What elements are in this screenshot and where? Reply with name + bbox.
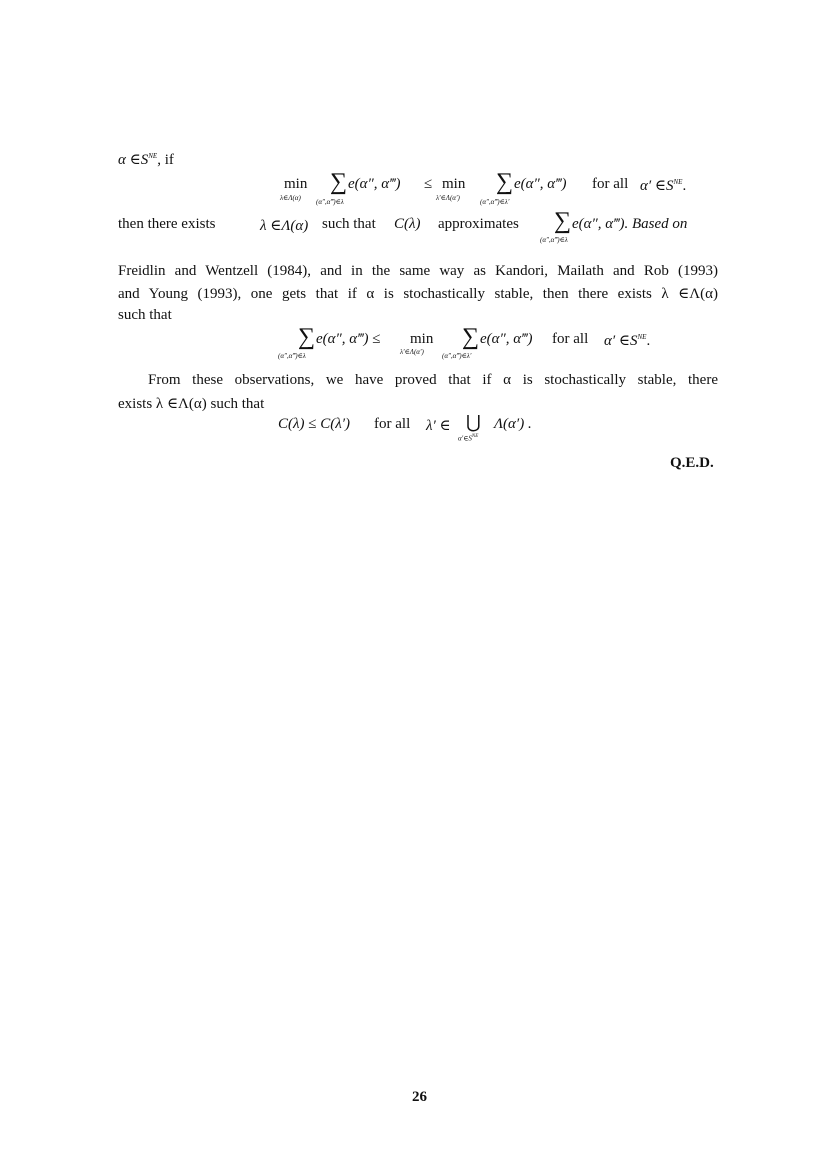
eq2-min-sub: λ′∈Λ(α′) — [400, 348, 424, 356]
eq1-left-min-sub: λ∈Λ(α) — [280, 194, 301, 202]
eq3-union-sub — [458, 434, 478, 442]
eq1-right-min: min — [442, 176, 466, 192]
opening-condition — [118, 150, 174, 169]
eq2-sum-sub: (α″,α‴)∈λ — [278, 352, 306, 360]
line2-term: e(α″, α‴). Based on — [572, 216, 688, 232]
eq3-union-sub-text: α′∈S — [458, 434, 472, 443]
eq2-right-term: e(α″, α‴) — [480, 331, 533, 347]
line2-c-lambda: C(λ) — [394, 216, 421, 232]
line2-approximates: approximates — [438, 216, 519, 232]
eq1-sum-term: e(α″, α‴) — [348, 176, 401, 192]
eq1-right-sum-sub: (α″,α‴)∈λ′ — [480, 198, 510, 206]
line2-sum-sub: (α″,α‴)∈λ — [540, 236, 568, 244]
eq3-rhs-a: λ′ ∈ — [426, 418, 451, 434]
eq1-right-sum-symbol: ∑ — [496, 169, 514, 195]
eq2-right-sum-symbol: ∑ — [462, 324, 480, 350]
eq2-min: min — [410, 331, 434, 347]
para1-line-3: such that — [118, 307, 172, 323]
eq1-sum-sub: (α″,α‴)∈λ — [316, 198, 344, 206]
para2-line-1: From these observations, we have proved that if α is stochastically stable, there — [148, 372, 718, 388]
para1-line-1: Freidlin and Wentzell (1984), and in the same way as Kandori, Mailath and Rob (1993) — [118, 263, 718, 279]
para2-line-2: exists λ ∈Λ(α) such that — [118, 396, 265, 412]
line2-such-that: such that — [322, 216, 376, 232]
eq2-right-sum-sub: (α″,α‴)∈λ′ — [442, 352, 472, 360]
eq1-cond-text: α′ ∈S — [640, 178, 674, 194]
eq2-cond-text: α′ ∈S — [604, 333, 638, 349]
if-text: , if — [157, 152, 174, 168]
alpha-in-s: α ∈S — [118, 152, 149, 168]
eq1-forall: for all — [592, 176, 629, 192]
page-number: 26 — [412, 1089, 427, 1105]
eq2-cond-sup: NE — [637, 333, 647, 341]
para1-line-2: and Young (1993), one gets that if α is stochastically stable, then there exists λ ∈Λ(α) — [118, 286, 718, 302]
union-symbol: ⋃ — [466, 412, 481, 432]
eq1-right-term: e(α″, α‴) — [514, 176, 567, 192]
eq2-cond — [604, 331, 650, 350]
eq2-sum-symbol: ∑ — [298, 324, 316, 350]
eq3-rhs-b: Λ(α′) . — [494, 416, 532, 432]
line2-sum-symbol: ∑ — [554, 208, 572, 234]
eq1-end: . — [682, 178, 687, 194]
ne-superscript: NE — [148, 152, 158, 160]
eq2-term: e(α″, α‴) ≤ — [316, 331, 381, 347]
eq1-cond — [640, 176, 686, 195]
eq1-left-min: min — [284, 176, 308, 192]
eq2-forall: for all — [552, 331, 589, 347]
eq1-cond-sup: NE — [673, 178, 683, 186]
eq2-end: . — [646, 333, 651, 349]
qed: Q.E.D. — [670, 455, 714, 471]
eq1-right-min-sub: λ′∈Λ(α′) — [436, 194, 460, 202]
line2-text-a: then there exists — [118, 216, 216, 232]
eq3-lhs: C(λ) ≤ C(λ′) — [278, 416, 350, 432]
eq3-forall: for all — [374, 416, 411, 432]
eq1-sum-symbol: ∑ — [330, 169, 348, 195]
line2-lambda: λ ∈Λ(α) — [260, 218, 309, 234]
eq1-le: ≤ — [424, 176, 433, 192]
eq3-union-sub-sup: NE — [471, 434, 479, 439]
